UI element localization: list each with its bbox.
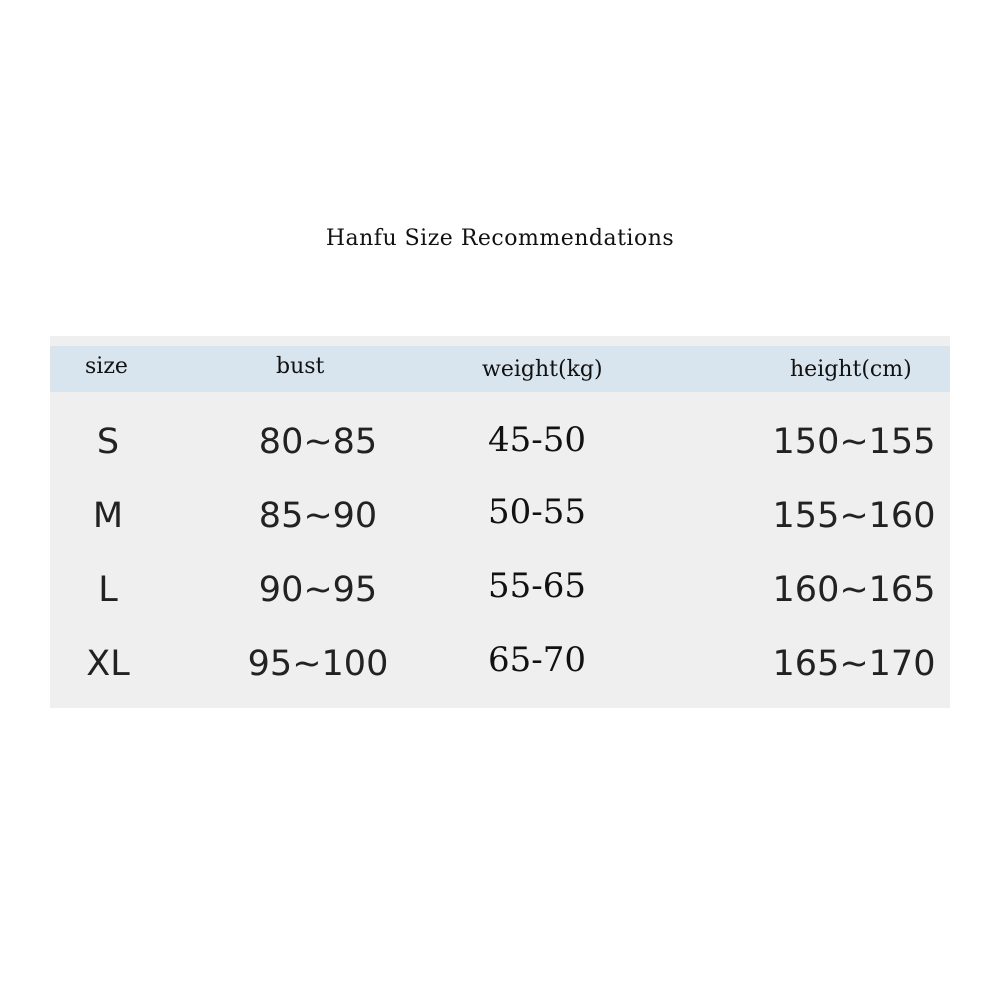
table-cell: 160~165 xyxy=(772,570,936,610)
table-cell: 165~170 xyxy=(772,644,936,684)
table-cell: 155~160 xyxy=(772,496,936,536)
table-cell: 50-55 xyxy=(487,492,587,532)
table-cell: 45-50 xyxy=(487,420,587,460)
table-cell: 150~155 xyxy=(772,422,936,462)
header-bust: bust xyxy=(276,354,325,379)
page-title: Hanfu Size Recommendations xyxy=(325,226,675,251)
table-cell: 80~85 xyxy=(258,422,378,462)
table-cell: 65-70 xyxy=(487,640,587,680)
table-cell: 85~90 xyxy=(258,496,378,536)
header-size: size xyxy=(85,354,128,379)
table-cell: 55-65 xyxy=(487,566,587,606)
table-cell: S xyxy=(96,422,120,462)
table-cell: M xyxy=(92,496,124,536)
table-cell: 95~100 xyxy=(247,644,389,684)
table-cell: XL xyxy=(86,644,130,684)
header-weight: weight(kg) xyxy=(482,357,603,382)
table-cell: 90~95 xyxy=(258,570,378,610)
table-cell: L xyxy=(98,570,118,610)
size-table xyxy=(50,336,950,708)
header-height: height(cm) xyxy=(790,357,912,382)
